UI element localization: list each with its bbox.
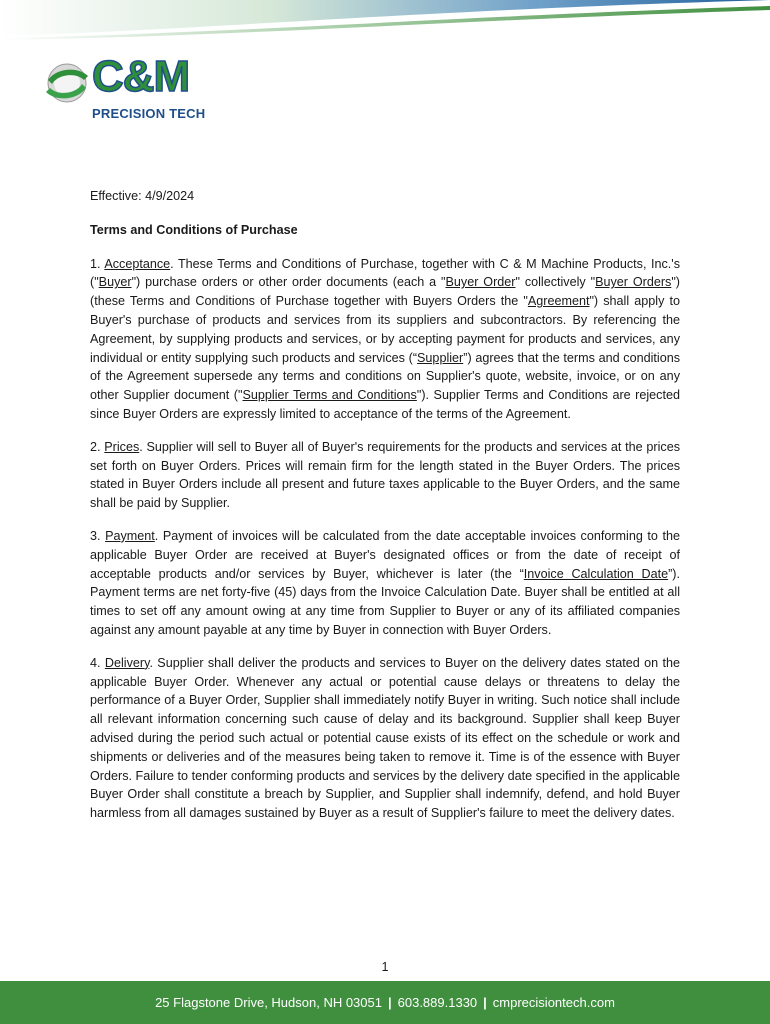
footer-phone: 603.889.1330 bbox=[397, 995, 478, 1010]
logo-subtitle: PRECISION TECH bbox=[92, 106, 206, 121]
section-text: ”). Payment terms are net forty-five (45) days from the Invoice Calculation Date. Buyer shall be entitled at all times to set off any amount owing at any time from Supplier to Buyer or any of its affiliated companies against any amount payable at any time by Buyer in connection with Buyer Orders. bbox=[90, 566, 680, 637]
page-number: 1 bbox=[381, 960, 389, 974]
globe-icon bbox=[44, 58, 90, 108]
section-heading: Delivery bbox=[104, 655, 150, 670]
section-2 bbox=[90, 438, 680, 513]
section-number: 2. bbox=[90, 439, 105, 454]
footer-bar bbox=[0, 981, 770, 1024]
defined-term: Agreement bbox=[527, 294, 590, 309]
section-text: ”) agrees that the terms and conditions of the Agreement supersede any terms and conditions on Supplier's quote, website, invoice, or on any other Supplier document (" bbox=[90, 350, 680, 403]
section-heading: Payment bbox=[105, 528, 155, 543]
defined-term: Supplier Terms and Conditions bbox=[242, 388, 417, 403]
sections-container bbox=[90, 255, 680, 823]
footer-website[interactable]: cmprecisiontech.com bbox=[492, 995, 615, 1010]
section-heading: Acceptance bbox=[104, 256, 171, 271]
section-text: . Payment of invoices will be calculated from the date acceptable invoices conforming to the applicable Buyer Order are received at Buyer's designated offices or from the date of receipt of acceptable products and/or services by Buyer, whichever is later (the “ bbox=[90, 528, 680, 581]
footer-separator: | bbox=[483, 995, 487, 1010]
footer-separator: | bbox=[387, 995, 392, 1010]
defined-term: Buyer bbox=[98, 275, 132, 290]
section-heading: Prices bbox=[104, 439, 140, 454]
section-number: 1. bbox=[90, 256, 105, 271]
logo-text: C&M bbox=[92, 52, 190, 101]
section-text: " collectively " bbox=[515, 275, 596, 290]
section-3 bbox=[90, 527, 680, 640]
section-number: 3. bbox=[90, 528, 106, 543]
footer-address: 25 Flagstone Drive, Hudson, NH 03051 bbox=[155, 995, 382, 1010]
document-title: Terms and Conditions of Purchase bbox=[90, 222, 298, 237]
defined-term: Invoice Calculation Date bbox=[523, 566, 669, 581]
defined-term: Buyer Orders bbox=[595, 275, 672, 290]
header-swoosh bbox=[0, 0, 770, 40]
section-text: . These Terms and Conditions of Purchase, together with C & M Machine Products, Inc.'s (" bbox=[90, 256, 680, 290]
defined-term: Supplier bbox=[417, 350, 464, 365]
section-text: . Supplier shall deliver the products and services to Buyer on the delivery dates stated on the applicable Buyer Order. Whenever any actual or potential cause delays or threatens to delay the performance of a Buyer Order, Supplier shall immediately notify Buyer in writing. Such notice shall include all relevant information concerning such cause of delay and its background. Supplier shall keep Buyer advised during the period such actual or potential cause exists of its effect on the schedule or work and shipments or deliveries and of the measures being taken to remove it. Time is of the essence with Buyer Orders. Failure to tender conforming products and services by the delivery date specified in the applicable Buyer Order shall constitute a breach by Supplier, and Supplier shall indemnify, defend, and hold Buyer harmless from all damages sustained by Buyer as a result of Supplier's failure to meet the delivery dates. bbox=[90, 655, 680, 821]
section-text: ") purchase orders or other order documents (each a " bbox=[131, 275, 446, 290]
section-1 bbox=[90, 255, 680, 424]
section-4 bbox=[90, 654, 680, 823]
defined-term: Buyer Order bbox=[445, 275, 516, 290]
section-number: 4. bbox=[90, 655, 105, 670]
section-text: . Supplier will sell to Buyer all of Buyer's requirements for the products and services at the prices set forth on Buyer Orders. Prices will remain firm for the length stated in the Buyer Orders. The prices stated in Buyer Orders include all present and future taxes applicable to the Buyer Orders, and the same shall be paid by Supplier. bbox=[90, 439, 680, 511]
effective-date: Effective: 4/9/2024 bbox=[90, 189, 195, 203]
document-body bbox=[90, 187, 680, 837]
section-text: "). Supplier Terms and Conditions are rejected since Buyer Orders are expressly limited to acceptance of the terms of the Agreement. bbox=[90, 388, 680, 421]
section-text: ") (these Terms and Conditions of Purchase together with Buyers Orders the " bbox=[90, 275, 680, 309]
company-logo bbox=[44, 52, 206, 126]
section-text: ") shall apply to Buyer's purchase of products and services from its suppliers and subcontractors. By referencing the Agreement, by supplying products and services, or by accepting payment for products and services, any individual or entity supplying such products and services (“ bbox=[90, 294, 680, 365]
